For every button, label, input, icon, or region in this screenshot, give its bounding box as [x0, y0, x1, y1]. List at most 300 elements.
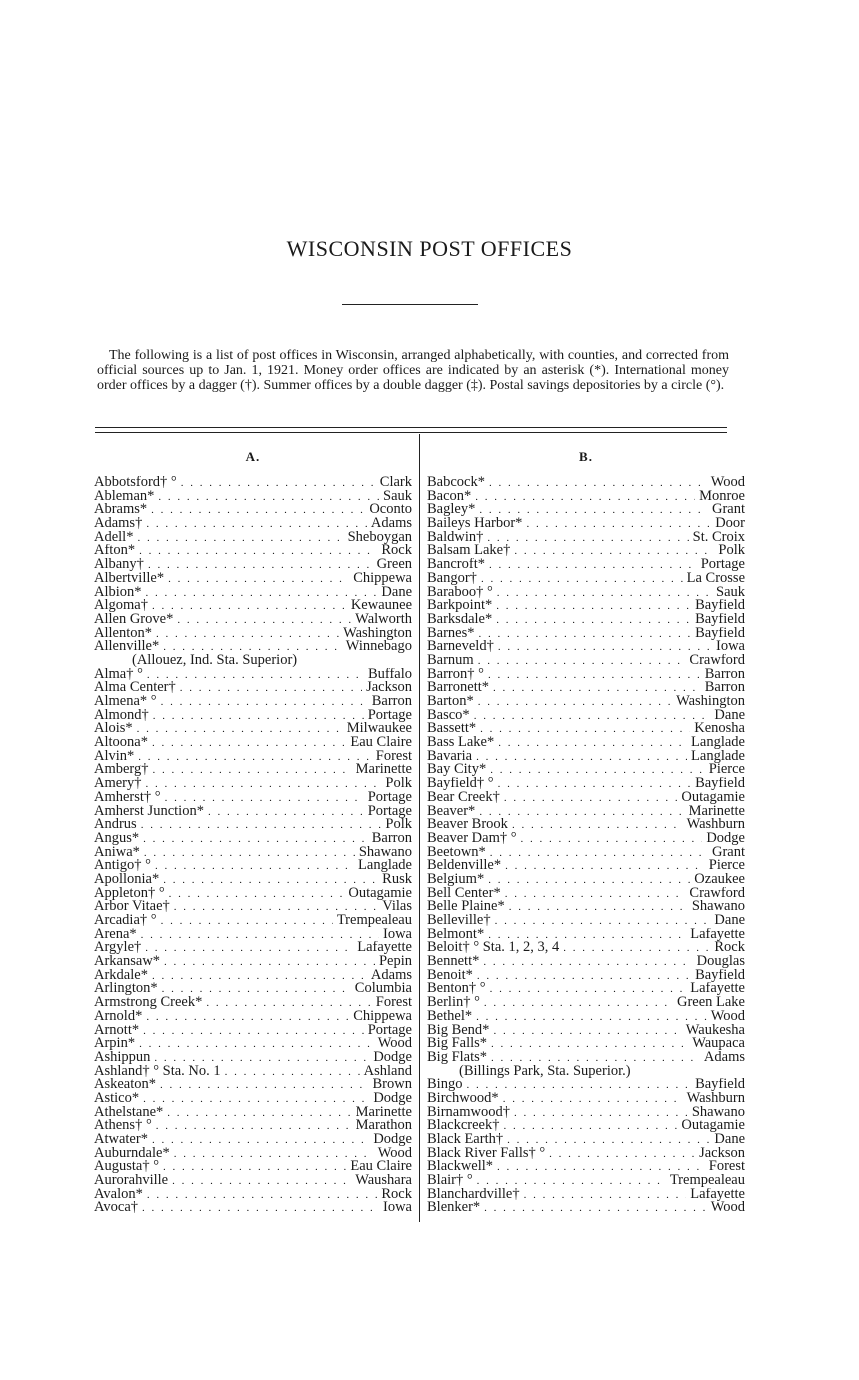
dot-leader [156, 628, 339, 641]
dot-leader [155, 860, 354, 873]
county-name: Sauk [716, 585, 745, 600]
post-office-name: Bell Center* [427, 886, 501, 901]
post-office-name: Beaver Brook [427, 818, 508, 832]
dot-leader [141, 819, 382, 832]
post-office-entry [94, 668, 412, 682]
post-office-entry [94, 1037, 412, 1051]
post-office-entry [94, 1188, 412, 1202]
post-office-entry [94, 846, 412, 860]
county-name: Bayfield [695, 1078, 745, 1092]
dot-leader [161, 915, 333, 928]
post-office-entry [427, 1078, 745, 1092]
dot-leader [512, 819, 683, 832]
dot-leader [488, 874, 690, 887]
post-office-name: Bagley* [427, 503, 476, 518]
county-name: Adams [370, 968, 412, 983]
post-office-entry [427, 695, 745, 709]
post-office-name: Bangor† [427, 571, 477, 586]
dot-leader [478, 696, 672, 709]
post-office-entry [427, 846, 745, 860]
dot-leader [497, 1161, 705, 1174]
post-office-name: Baldwin† [427, 530, 484, 545]
dot-leader [137, 532, 343, 545]
county-name: Sauk [383, 489, 412, 504]
post-office-name: Algoma† [94, 599, 148, 613]
post-office-entry [427, 1010, 745, 1024]
dot-leader [505, 888, 686, 901]
post-office-name: Big Bend* [427, 1023, 490, 1038]
county-name: Marinette [688, 804, 745, 819]
post-office-name: Allen Grove* [94, 612, 174, 627]
dot-leader [169, 888, 345, 901]
post-office-entry [94, 681, 412, 695]
post-office-entry [427, 928, 745, 942]
post-office-name: Atwater* [94, 1133, 148, 1147]
post-office-name: Blair† ° [427, 1174, 473, 1188]
post-office-name: Ableman* [94, 489, 155, 504]
post-office-name: Bay City* [427, 763, 487, 778]
post-office-entry [427, 1037, 745, 1051]
entries-a [94, 476, 412, 1215]
post-office-name: Birnamwood† [427, 1105, 510, 1120]
dot-leader [139, 545, 377, 558]
dot-leader [490, 983, 687, 996]
column-a [94, 448, 412, 1215]
county-name: Winnebago [345, 640, 412, 654]
post-office-entry [94, 722, 412, 736]
post-office-entry [94, 627, 412, 641]
post-office-entry [427, 668, 745, 682]
county-name: Shawano [358, 845, 412, 860]
post-office-entry [427, 832, 745, 846]
post-office-entry [94, 572, 412, 586]
county-name: Lafayette [690, 927, 745, 942]
county-name: Lafayette [690, 1187, 745, 1202]
post-office-entry [427, 531, 745, 545]
county-name: Forest [708, 1160, 745, 1175]
post-office-entry [94, 1010, 412, 1024]
county-name: Kenosha [694, 722, 745, 737]
post-office-name: Barron† ° [427, 667, 484, 682]
county-name: Grant [711, 503, 745, 518]
post-office-entry [427, 613, 745, 627]
county-name: Eau Claire [350, 736, 412, 750]
county-name: Barron [371, 831, 412, 846]
post-office-name: Bassett* [427, 722, 477, 737]
post-office-entry [94, 982, 412, 996]
dot-leader [174, 1148, 374, 1161]
post-office-name: Baileys Harbor* [427, 517, 523, 531]
post-office-name: Arkdale* [94, 968, 148, 983]
dot-leader [474, 710, 711, 723]
dot-leader [490, 764, 705, 777]
entry-note: (Billings Park, Sta. Superior.) [459, 1062, 631, 1079]
post-office-name: Amherst† ° [94, 790, 161, 805]
county-name: Eau Claire [350, 1160, 412, 1175]
post-office-name: Alma† ° [94, 667, 143, 682]
post-office-entry [94, 763, 412, 777]
post-office-name: Belleville† [427, 914, 491, 928]
post-office-name: Ashippun [94, 1050, 151, 1065]
post-office-name: Arcadia† ° [94, 914, 157, 928]
post-office-name: Amberg† [94, 763, 149, 778]
county-name: Portage [700, 558, 745, 572]
post-office-entry [427, 791, 745, 805]
county-name: Green Lake [676, 996, 745, 1010]
post-office-name: Arena* [94, 927, 137, 942]
dot-leader [497, 587, 712, 600]
county-name: Waushara [355, 1174, 412, 1188]
post-office-name: Almena* ° [94, 695, 157, 709]
county-name: Brown [372, 1078, 412, 1092]
county-name: Chippewa [353, 571, 412, 586]
post-office-entry [94, 859, 412, 873]
dot-leader [483, 956, 692, 969]
county-name: Wood [377, 1037, 412, 1051]
post-office-name: Armstrong Creek* [94, 996, 203, 1010]
post-office-entry [94, 1092, 412, 1106]
dot-leader [141, 929, 379, 942]
dot-leader [163, 1161, 346, 1174]
post-office-name: Auburndale* [94, 1146, 170, 1161]
county-name: Bayfield [695, 968, 745, 983]
county-name: Dane [714, 708, 745, 723]
post-office-name: Blackcreek† [427, 1119, 500, 1133]
post-office-entry [427, 476, 745, 490]
post-office-entry [94, 914, 412, 928]
post-office-name: Babcock* [427, 476, 485, 490]
post-office-entry [427, 777, 745, 791]
county-name: Dodge [373, 1091, 412, 1106]
post-office-entry [94, 1201, 412, 1215]
post-office-name: Astico* [94, 1091, 140, 1106]
county-name: Milwaukee [346, 722, 412, 737]
post-office-entry [427, 490, 745, 504]
dot-leader [487, 532, 688, 545]
post-office-name: Beaver Dam† ° [427, 831, 517, 846]
column-b [427, 448, 745, 1215]
post-office-name: Baraboo† ° [427, 585, 493, 600]
county-name: Shawano [691, 1105, 745, 1120]
post-office-name: Allenton* [94, 626, 152, 641]
dot-leader [162, 983, 351, 996]
county-name: Chippewa [353, 1009, 412, 1024]
post-office-entry [94, 873, 412, 887]
post-office-name: Appleton† ° [94, 886, 165, 901]
post-office-entry [427, 941, 745, 955]
county-name: Grant [711, 845, 745, 860]
post-office-entry [427, 818, 745, 832]
dot-leader [498, 641, 712, 654]
county-name: Dane [381, 585, 412, 600]
dot-leader [146, 1011, 349, 1024]
dot-leader [507, 1134, 710, 1147]
dot-leader [498, 778, 691, 791]
page-title: WISCONSIN POST OFFICES [286, 236, 573, 261]
post-office-name: Barronett* [427, 681, 490, 695]
post-office-name: Belle Plaine* [427, 900, 505, 914]
county-name: Rock [714, 941, 745, 956]
dot-leader [147, 1189, 378, 1202]
post-office-entry [94, 805, 412, 819]
post-office-name: Beetown* [427, 845, 486, 860]
post-office-entry [427, 955, 745, 969]
post-office-name: Aniwa* [94, 845, 140, 860]
county-name: Dodge [706, 831, 745, 846]
post-office-name: Black River Falls† ° [427, 1146, 546, 1161]
post-office-entry [427, 544, 745, 558]
post-office-name: Bethel* [427, 1009, 473, 1024]
county-name: Wood [710, 476, 745, 490]
county-name: Wood [710, 1201, 745, 1216]
dot-leader [521, 833, 703, 846]
dot-leader [526, 518, 711, 531]
post-office-entry [94, 1160, 412, 1174]
post-office-entry [427, 1024, 745, 1038]
county-name: Washburn [686, 1091, 745, 1106]
dot-leader [514, 1107, 688, 1120]
post-office-entry [427, 1160, 745, 1174]
dot-leader [152, 970, 367, 983]
post-office-name: Andrus [94, 818, 137, 832]
county-name: Iowa [716, 640, 745, 654]
post-office-entry [94, 887, 412, 901]
county-name: Sheboygan [347, 530, 412, 545]
county-name: Pierce [708, 859, 745, 873]
county-name: Ashland [363, 1064, 412, 1079]
post-office-name: Argyle† [94, 941, 142, 956]
post-office-name: Apollonia* [94, 872, 160, 887]
post-office-name: Basco* [427, 708, 470, 723]
post-office-entry [427, 640, 745, 654]
dot-leader [167, 1107, 351, 1120]
post-office-name: Aurorahville [94, 1174, 169, 1188]
county-name: Marinette [355, 1105, 412, 1120]
post-office-entry [94, 1147, 412, 1161]
dot-leader [145, 942, 353, 955]
county-name: Walworth [355, 612, 412, 627]
county-name: Langlade [691, 749, 745, 764]
county-name: Lafayette [357, 941, 412, 956]
county-name: Bayfield [695, 626, 745, 641]
county-name: Barron [704, 681, 745, 695]
post-office-entry [427, 1174, 745, 1188]
post-office-name: Ashland† ° Sta. No. 1 [94, 1064, 221, 1079]
post-office-name: Avoca† [94, 1201, 139, 1216]
post-office-entry [427, 1106, 745, 1120]
post-office-name: Albany† [94, 558, 144, 572]
county-name: Dane [714, 1133, 745, 1147]
post-office-name: Alvin* [94, 749, 135, 764]
post-office-entry [94, 1051, 412, 1065]
post-office-name: Augusta† ° [94, 1160, 160, 1175]
post-office-entry [94, 503, 412, 517]
entry-note: (Allouez, Ind. Sta. Superior) [132, 651, 298, 668]
post-office-name: Blanchardville† [427, 1187, 520, 1202]
county-name: Polk [385, 777, 412, 791]
county-name: Iowa [383, 1201, 412, 1216]
dot-leader [489, 559, 697, 572]
post-office-entry [94, 599, 412, 613]
post-office-entry [427, 517, 745, 531]
county-name: Kewaunee [350, 599, 412, 613]
county-name: Pepin [378, 955, 412, 969]
post-office-entry [427, 1188, 745, 1202]
dot-leader [146, 778, 382, 791]
county-name: Portage [367, 804, 412, 819]
post-office-name: Barksdale* [427, 612, 493, 627]
post-office-entry [427, 887, 745, 901]
post-office-entry [427, 709, 745, 723]
dot-leader [490, 847, 708, 860]
county-name: Portage [367, 1023, 412, 1038]
post-office-name: Antigo† ° [94, 859, 151, 873]
post-office-entry [94, 613, 412, 627]
post-office-name: Big Falls* [427, 1037, 488, 1051]
post-office-entry [427, 736, 745, 750]
county-name: Trempealeau [669, 1174, 745, 1188]
post-office-name: Barkpoint* [427, 599, 493, 613]
post-office-name: Barton* [427, 695, 474, 709]
county-name: Portage [367, 790, 412, 805]
post-office-entry [427, 1092, 745, 1106]
post-office-name: Belgium* [427, 872, 485, 887]
column-heading-b: B. [579, 449, 593, 464]
post-office-entry [94, 476, 412, 490]
dot-leader [137, 723, 343, 736]
post-office-entry [427, 572, 745, 586]
dot-leader [504, 792, 678, 805]
dot-leader [514, 545, 714, 558]
dot-leader [147, 669, 364, 682]
dot-leader [143, 1025, 364, 1038]
dot-leader [181, 477, 376, 490]
post-office-entry [427, 873, 745, 887]
dot-leader [225, 1066, 360, 1079]
dot-leader [509, 901, 688, 914]
dot-leader [498, 737, 687, 750]
dot-leader [478, 655, 686, 668]
column-heading-a: A. [245, 449, 261, 464]
dot-leader [476, 1011, 707, 1024]
dot-leader [151, 504, 365, 517]
dot-leader [496, 600, 691, 613]
post-office-entry [94, 1078, 412, 1092]
dot-leader [153, 710, 364, 723]
post-office-name: Amherst Junction* [94, 804, 204, 819]
post-office-entry [94, 1024, 412, 1038]
dot-leader [549, 1148, 695, 1161]
post-office-name: Athelstane* [94, 1105, 164, 1120]
county-name: Marathon [355, 1119, 412, 1133]
post-office-name: Arkansaw* [94, 955, 161, 969]
county-name: Washington [343, 626, 412, 641]
post-office-name: Beloit† ° Sta. 1, 2, 3, 4 [427, 941, 560, 956]
post-office-entry [427, 914, 745, 928]
post-office-name: Bennett* [427, 955, 480, 969]
dot-leader [524, 1189, 687, 1202]
post-office-name: Almond† [94, 708, 149, 723]
post-office-name: Blackwell* [427, 1160, 494, 1175]
county-name: Buffalo [367, 667, 412, 682]
post-office-name: Bacon* [427, 489, 472, 504]
dot-leader [164, 956, 375, 969]
post-office-entry [427, 681, 745, 695]
post-office-entry [94, 1065, 412, 1079]
county-name: Douglas [696, 955, 745, 969]
dot-leader [479, 806, 684, 819]
county-name: Wood [710, 1009, 745, 1024]
post-office-name: Bavaria [427, 749, 473, 764]
post-office-name: Barnum [427, 653, 474, 668]
post-office-name: Arpin* [94, 1037, 136, 1051]
post-office-name: Bass Lake* [427, 736, 495, 750]
post-office-entry [427, 654, 745, 668]
dot-leader [144, 847, 355, 860]
post-office-name: Avalon* [94, 1187, 143, 1202]
dot-leader [503, 1120, 677, 1133]
post-office-entry [94, 531, 412, 545]
county-name: Polk [718, 544, 745, 559]
header-double-rule [95, 427, 727, 433]
post-office-name: Arnold* [94, 1009, 143, 1024]
post-office-name: Benton† ° [427, 982, 486, 997]
post-office-entry [94, 818, 412, 832]
dot-leader [476, 751, 687, 764]
dot-leader [479, 628, 692, 641]
column-divider [419, 434, 420, 1222]
dot-leader [208, 806, 364, 819]
dot-leader [489, 477, 707, 490]
post-office-entry [427, 1119, 745, 1133]
county-name: La Crosse [686, 571, 745, 586]
post-office-name: Alois* [94, 722, 133, 737]
county-name: Dodge [373, 1050, 412, 1065]
post-office-entry [94, 517, 412, 531]
dot-leader [493, 682, 701, 695]
post-office-entry [94, 777, 412, 791]
dot-leader [139, 1038, 374, 1051]
post-office-entry [94, 996, 412, 1010]
post-office-name: Bayfield† ° [427, 777, 494, 791]
post-office-name: Albion* [94, 585, 142, 600]
post-office-entry [94, 900, 412, 914]
post-office-entry [427, 969, 745, 983]
county-name: Rock [381, 1187, 412, 1202]
post-office-entry [94, 736, 412, 750]
post-office-entry [94, 558, 412, 572]
county-name: Portage [367, 708, 412, 723]
county-name: Wood [377, 1146, 412, 1161]
dot-leader [163, 874, 378, 887]
post-office-entry [94, 941, 412, 955]
county-name: Dodge [373, 1133, 412, 1147]
county-name: Bayfield [695, 612, 745, 627]
county-name: Adams [703, 1050, 745, 1065]
post-office-name: Belmont* [427, 927, 485, 942]
post-office-name: Barneveld† [427, 640, 494, 654]
post-office-name: Blenker* [427, 1201, 481, 1216]
county-name: Iowa [383, 927, 412, 942]
county-name: Waukesha [685, 1023, 745, 1038]
post-office-name: Arnott* [94, 1023, 140, 1038]
county-name: Bayfield [695, 599, 745, 613]
intro-paragraph [97, 348, 729, 393]
post-office-name: Abbotsford† ° [94, 476, 177, 490]
post-office-entry [427, 558, 745, 572]
post-office-name: Berlin† ° [427, 996, 480, 1010]
post-office-entry [94, 1133, 412, 1147]
